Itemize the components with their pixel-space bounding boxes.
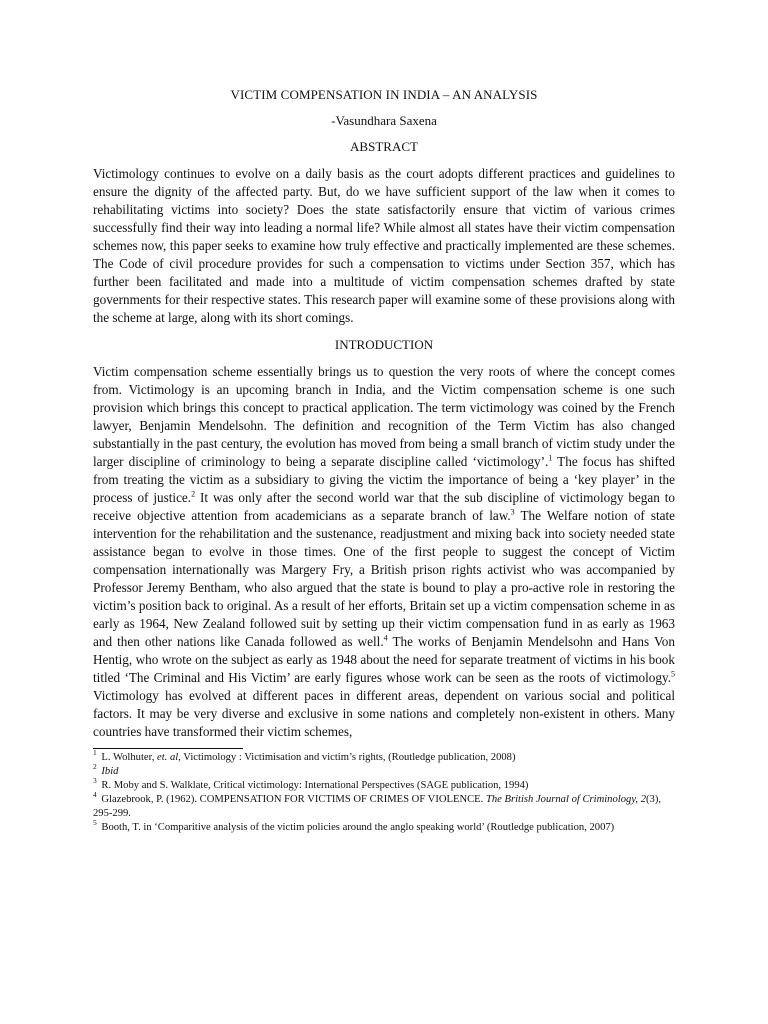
footnote-text: The British Journal of Criminology, 2 bbox=[485, 794, 647, 805]
footnote-reference: 4 bbox=[383, 633, 388, 643]
footnote-number: 5 bbox=[93, 818, 97, 828]
introduction-text-segment: It was only after the second world war that the sub discipline of victimology began to receive objective attention from academicians as a separate branch of law. bbox=[93, 490, 675, 523]
footnote-divider bbox=[93, 748, 243, 749]
introduction-text-segment: The focus has shifted from treating the victim as a subsidiary to giving the victim the importance of being a ‘key player’ in the process of justice. bbox=[93, 454, 675, 505]
abstract-heading: ABSTRACT bbox=[350, 139, 418, 154]
footnote-text: Ibid bbox=[101, 766, 119, 777]
footnote-text: L. Wolhuter, bbox=[98, 752, 158, 763]
footnote bbox=[93, 748, 675, 765]
footnote-text: , Victimology : Victimisation and victim’s rights, (Routledge publication, 2008) bbox=[178, 752, 516, 763]
footnote-text: (3), 295-299. bbox=[93, 794, 662, 819]
introduction-paragraph bbox=[93, 363, 675, 741]
footnote-text: R. Moby and S. Walklate, Critical victimology: International Perspectives (SAGE publication, 1994) bbox=[98, 780, 529, 791]
footnote-number: 1 bbox=[93, 748, 97, 758]
abstract-paragraph: Victimology continues to evolve on a daily basis as the court adopts different practices and guidelines to ensure the dignity of the affected party. But, do we have sufficient support of the law when it comes to rehabilitating victims into society? Does the state satisfactorily ensure that victim of various crimes successfully find their way into leading a normal life? While almost all states have their victim compensation schemes now, this paper seeks to examine how truly effective and practically implemented are these schemes. The Code of civil procedure provides for such a compensation to victims under Section 357, which has further been facilitated and made into a multitude of victim compensation schemes drafted by state governments for their respective states. This research paper will examine some of these provisions along with the scheme at large, along with its short comings. bbox=[93, 166, 675, 325]
footnote-reference: 2 bbox=[191, 489, 196, 499]
introduction-text-segment: Victimology has evolved at different paces in different areas, dependent on various social and political factors. It may be very diverse and exclusive in some nations and completely non-existent in others. Many countries have transformed their victim schemes, bbox=[93, 688, 675, 739]
introduction-text-segment: The Welfare notion of state intervention for the rehabilitation and the sustenance, readjustment and mixing back into society needed state assistance began to evolve in those times. One of the first people to suggest the concept of Victim compensation internationally was Margery Fry, a British prison rights activist who was accompanied by Professor Jeremy Bentham, who also argued that the state is bound to play a pro-active role in restoring the victim’s position back to original. As a result of her efforts, Britain set up a victim compensation scheme in as early as 1964, New Zealand followed suit by setting up their victim compensation fund in as early as 1963 and then other nations like Canada followed as well. bbox=[93, 508, 675, 649]
footnotes-section bbox=[93, 748, 675, 835]
footnote-number: 3 bbox=[93, 776, 97, 786]
footnote-text: Glazebrook, P. (1962). COMPENSATION FOR VICTIMS OF CRIMES OF VIOLENCE. bbox=[98, 794, 486, 805]
introduction-text-segment: The works of Benjamin Mendelsohn and Hans Von Hentig, who wrote on the subject as early as 1948 about the need for separate treatment of victims in his book titled ‘The Criminal and His Victim’ are early figures whose work can be seen as the roots of victimology. bbox=[93, 634, 675, 685]
author-name: -Vasundhara Saxena bbox=[331, 113, 437, 128]
paper-title: VICTIM COMPENSATION IN INDIA – AN ANALYSIS bbox=[230, 87, 538, 102]
footnote-text: Booth, T. in ‘Comparitive analysis of the victim policies around the anglo speaking world’ (Routledge publication, 2007) bbox=[98, 822, 615, 833]
footnote bbox=[93, 818, 675, 835]
document-page bbox=[93, 86, 675, 835]
footnote-number: 4 bbox=[93, 790, 97, 800]
footnote bbox=[93, 790, 675, 821]
introduction-text-segment: Victim compensation scheme essentially brings us to question the very roots of where the concept comes from. Victimology is an upcoming branch in India, and the Victim compensation scheme is one such provision which brings this concept to practical application. The term victimology was coined by the French lawyer, Benjamin Mendelsohn. The definition and recognition of the Term Victim has also changed substantially in the past century, the evolution has moved from being a small branch of victim study under the larger discipline of criminology to being a separate discipline called ‘victimology’. bbox=[93, 364, 675, 469]
footnote-number: 2 bbox=[93, 762, 97, 772]
footnote-reference: 1 bbox=[548, 453, 553, 463]
footnote-reference: 5 bbox=[671, 669, 675, 679]
introduction-heading: INTRODUCTION bbox=[334, 337, 434, 352]
footnote bbox=[93, 776, 675, 793]
footnote-reference: 3 bbox=[510, 507, 515, 517]
footnote bbox=[93, 762, 675, 779]
footnote-text: et. al bbox=[157, 752, 179, 763]
